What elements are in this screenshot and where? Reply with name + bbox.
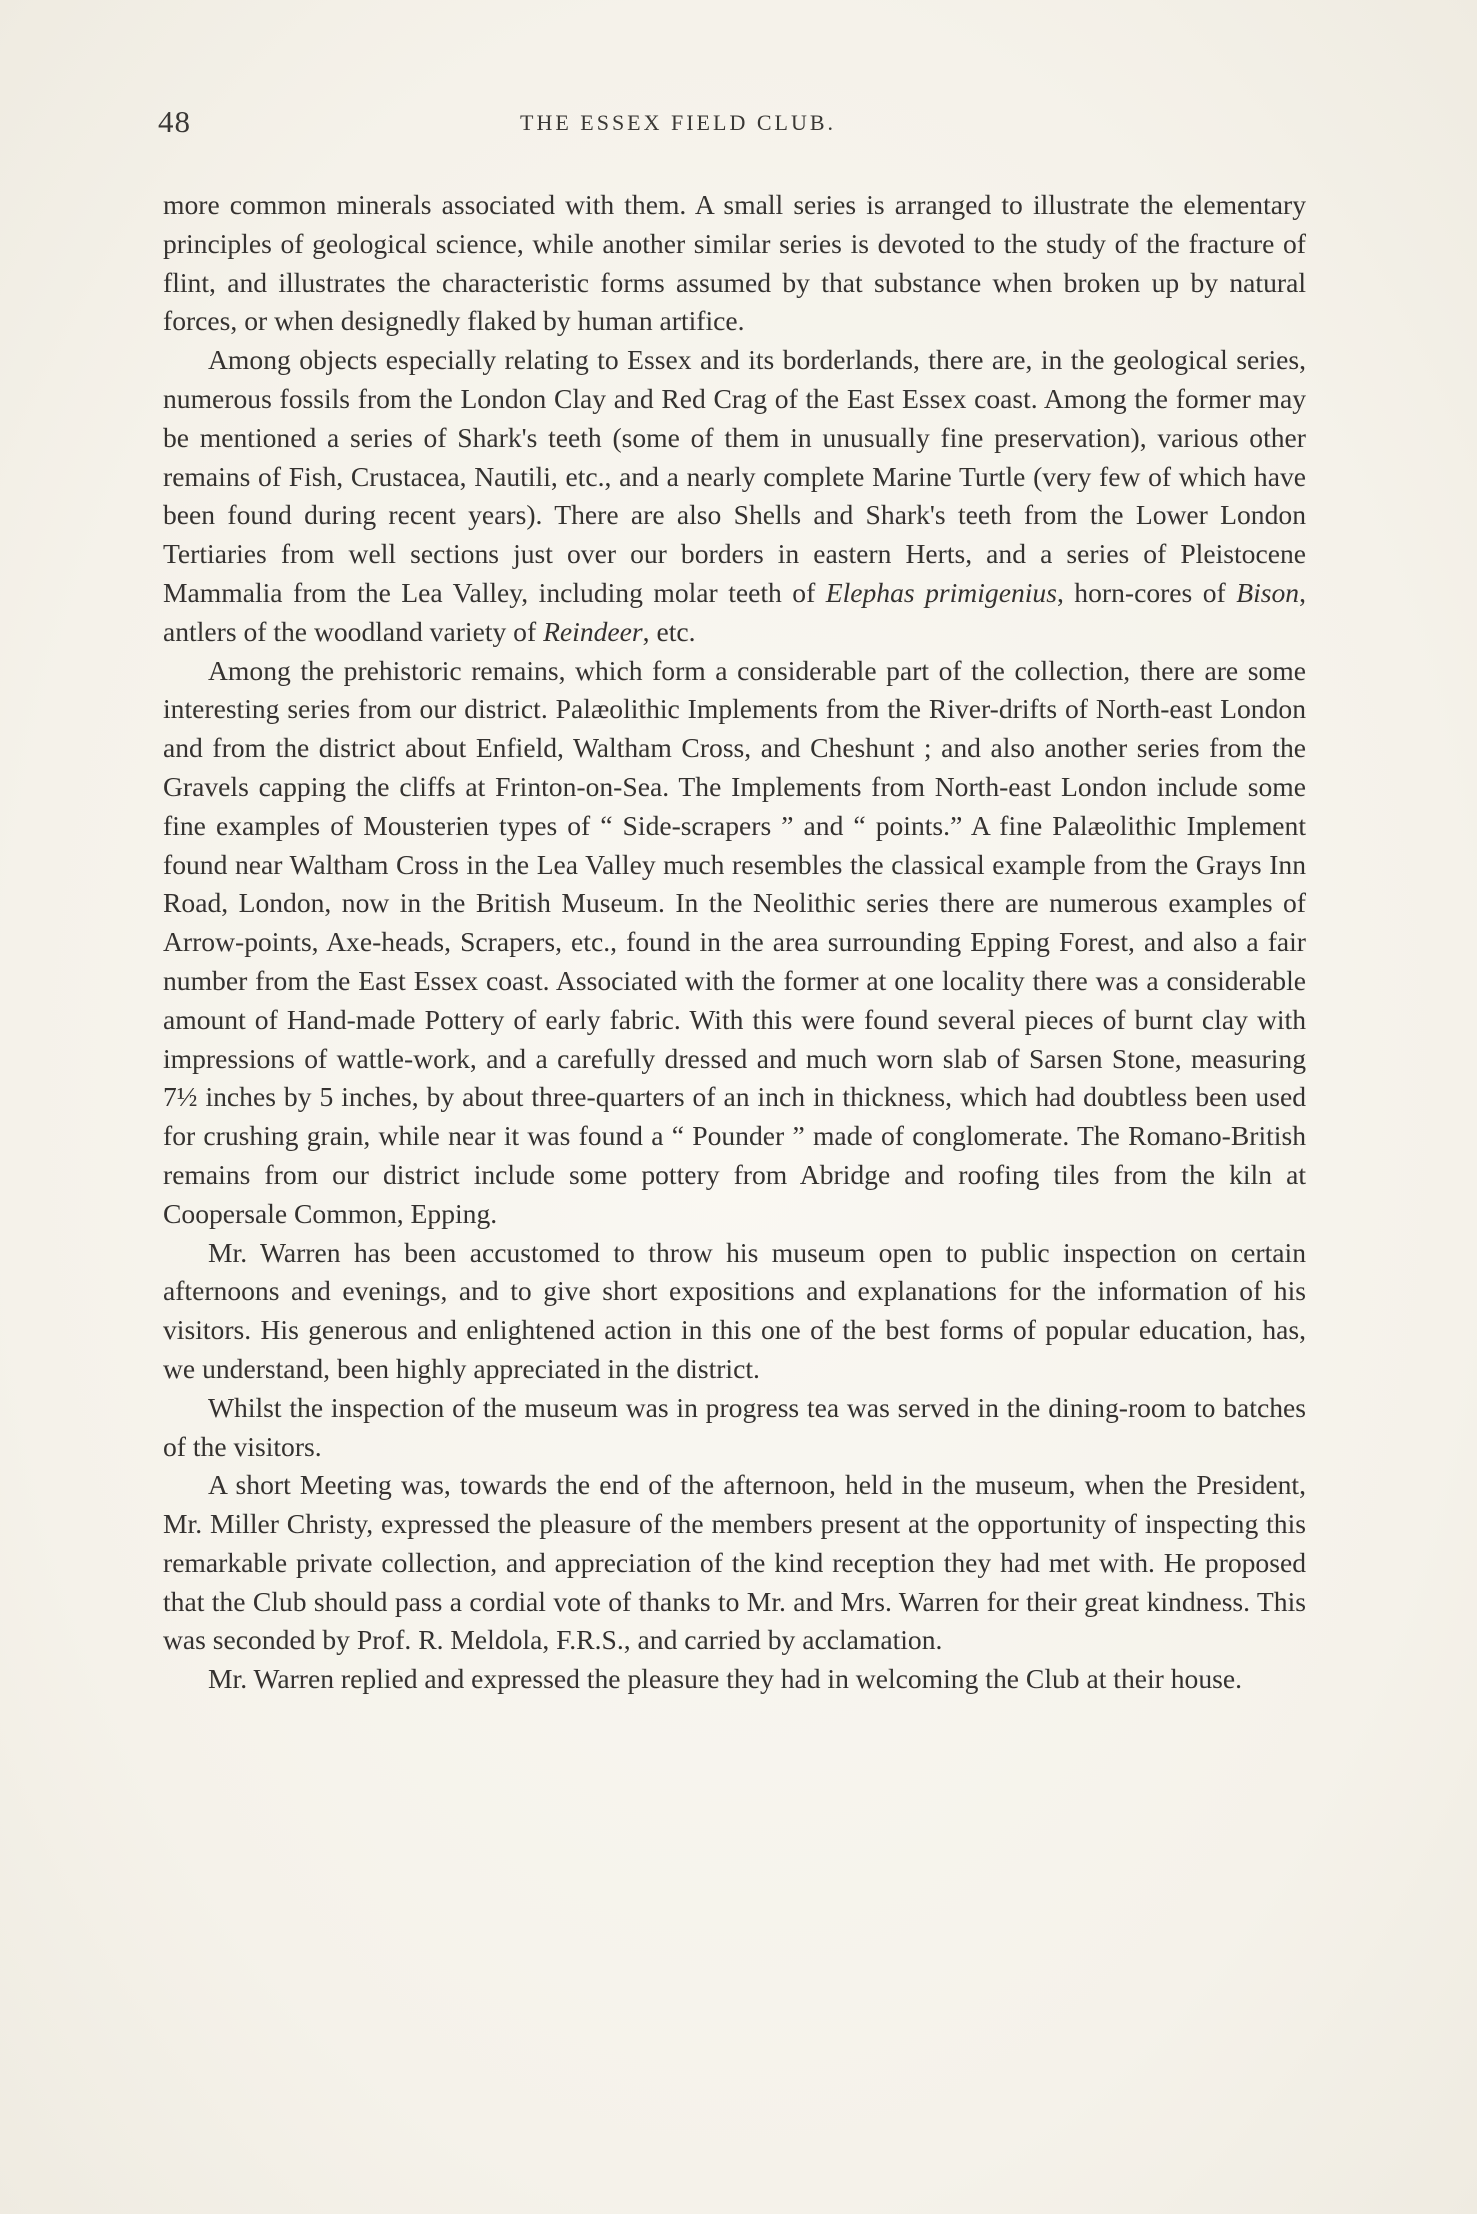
text-run: Mr. Warren replied and expressed the pleasure they had in welcoming the Club at their house. bbox=[208, 1663, 1243, 1695]
text-run: , antlers of the woodland variety of bbox=[163, 576, 1306, 647]
body-text bbox=[163, 186, 1306, 1699]
italic-term: Elephas primigenius bbox=[825, 576, 1057, 608]
paragraph bbox=[163, 1466, 1306, 1660]
paragraph bbox=[163, 1389, 1306, 1467]
paragraph bbox=[163, 1660, 1306, 1699]
paragraph bbox=[163, 652, 1306, 1234]
text-run: Whilst the inspection of the museum was in progress tea was served in the dining-room to batches of the visitors. bbox=[163, 1391, 1306, 1462]
paragraph bbox=[163, 341, 1306, 651]
text-run: , horn-cores of bbox=[1056, 576, 1237, 608]
italic-term: Reindeer bbox=[543, 615, 643, 647]
text-run: Among the prehistoric remains, which form a considerable part of the collection, there are some interesting series from our district. Palæolithic Implements from the River-drifts of North-east London and from the district about Enfield, Waltham Cross, and Cheshunt ; and also another series from the Gravels capping the cliffs at Frinton-on-Sea. The Implements from North-east London include some fine examples of Mousterien types of “ Side-scrapers ” and “ points.” A fine Palæolithic Implement found near Waltham Cross in the Lea Valley much resembles the classical example from the Grays Inn Road, London, now in the British Museum. In the Neolithic series there are numerous examples of Arrow-points, Axe-heads, Scrapers, etc., found in the area surrounding Epping Forest, and also a fair number from the East Essex coast. Associated with the former at one locality there was a considerable amount of Hand-made Pottery of early fabric. With this were found several pieces of burnt clay with impressions of wattle-work, and a carefully dressed and much worn slab of Sarsen Stone, measuring 7½ inches by 5 inches, by about three-quarters of an inch in thickness, which had doubtless been used for crushing grain, while near it was found a “ Pounder ” made of conglomerate. The Romano-British remains from our district include some pottery from Abridge and roofing tiles from the kiln at Coopersale Common, Epping. bbox=[163, 654, 1306, 1229]
text-run: A short Meeting was, towards the end of the afternoon, held in the museum, when the President, Mr. Miller Christy, expressed the pleasure of the members present at the opportunity of inspecting this remarkable private collection, and appreciation of the kind reception they had met with. He proposed that the Club should pass a cordial vote of thanks to Mr. and Mrs. Warren for their great kindness. This was seconded by Prof. R. Meldola, F.R.S., and carried by acclamation. bbox=[163, 1469, 1306, 1656]
running-title: THE ESSEX FIELD CLUB. bbox=[520, 110, 836, 135]
text-run: Among objects especially relating to Essex and its borderlands, there are, in the geological series, numerous fossils from the London Clay and Red Crag of the East Essex coast. Among the former may be mentioned a series of Shark's teeth (some of them in unusually fine preservation), various other remains of Fish, Crustacea, Nautili, etc., and a nearly complete Marine Turtle (very few of which have been found during recent years). There are also Shells and Shark's teeth from the Lower London Tertiaries from well sections just over our borders in eastern Herts, and a series of Pleistocene Mammalia from the Lea Valley, including molar teeth of bbox=[163, 344, 1306, 608]
text-run: , etc. bbox=[642, 615, 696, 647]
text-run: more common minerals associated with them. A small series is arranged to illustrate the elementary principles of geological science, while another similar series is devoted to the study of the fracture of flint, and illustrates the characteristic forms assumed by that substance when broken up by natural forces, or when designedly flaked by human artifice. bbox=[163, 189, 1306, 337]
running-head bbox=[158, 104, 1308, 144]
page-number: 48 bbox=[158, 104, 191, 139]
paragraph bbox=[163, 1234, 1306, 1389]
italic-term: Bison bbox=[1236, 576, 1300, 608]
paragraph bbox=[163, 186, 1306, 341]
text-run: Mr. Warren has been accustomed to throw his museum open to public inspection on certain afternoons and evenings, and to give short expositions and explanations for the information of his visitors. His generous and enlightened action in this one of the best forms of popular education, has, we understand, been highly appreciated in the district. bbox=[163, 1236, 1306, 1384]
